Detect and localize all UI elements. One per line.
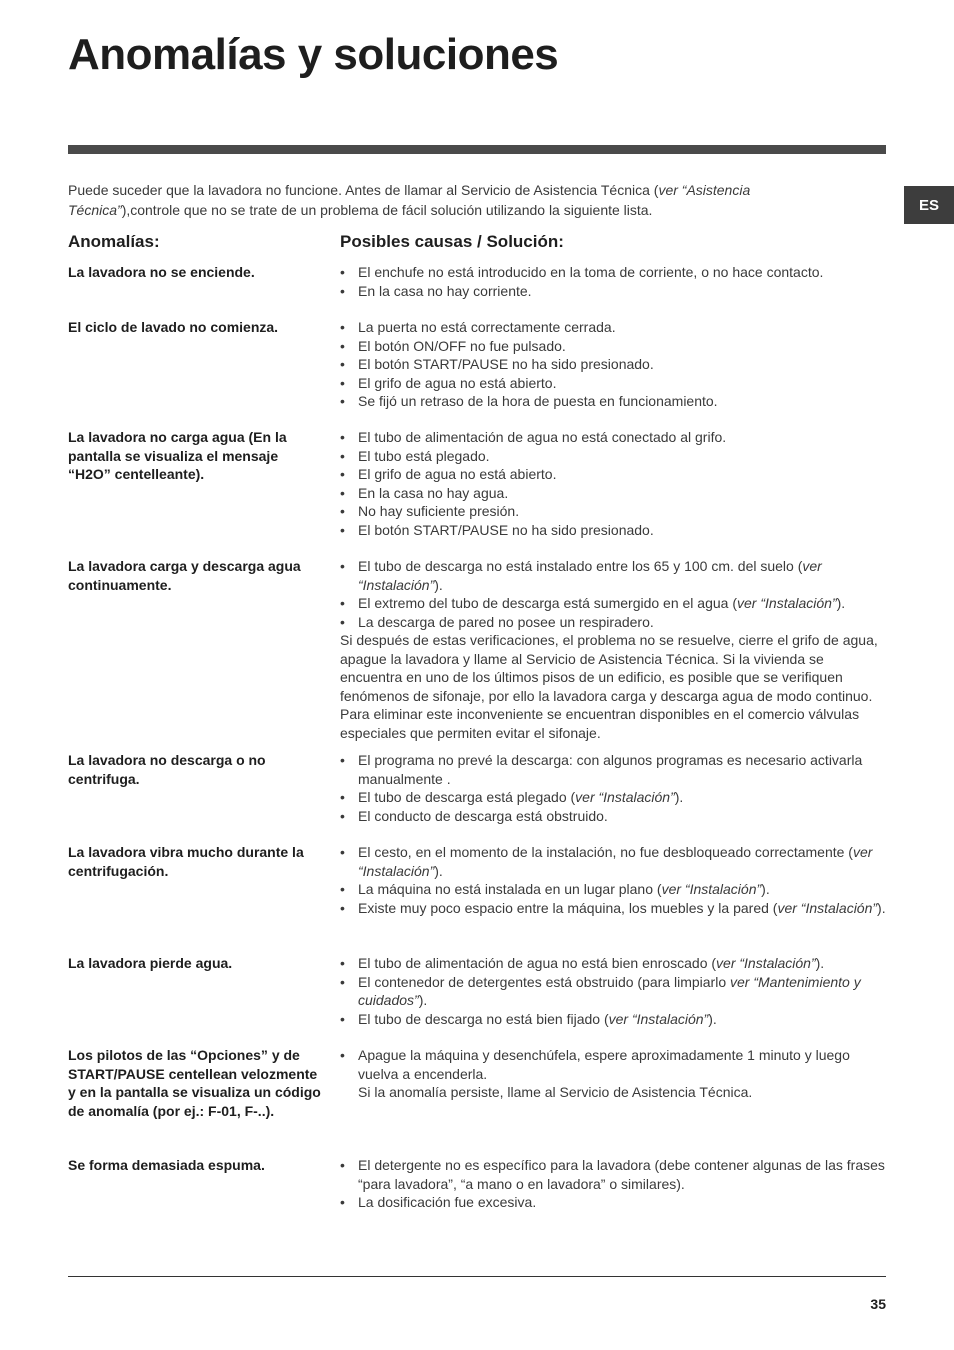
cause-item: • El conducto de descarga está obstruido.: [340, 807, 886, 826]
cause-item: • El tubo de descarga no está bien fijado (ver “Instalación”).: [340, 1010, 886, 1029]
bottom-divider: [68, 1276, 886, 1277]
problem-label: La lavadora no carga agua (En la pantalla se visualiza el mensaje “H2O” centelleante).: [68, 429, 287, 482]
cause-item: • La descarga de pared no posee un respiradero.: [340, 613, 886, 632]
cause-item: • La puerta no está correctamente cerrada.: [340, 318, 886, 337]
page-number: 35: [870, 1296, 886, 1312]
causes-list: [340, 1156, 886, 1212]
problem-label: El ciclo de lavado no comienza.: [68, 319, 279, 335]
problem-label: La lavadora pierde agua.: [68, 955, 233, 971]
intro-paragraph: [68, 180, 828, 220]
cause-item: • El enchufe no está introducido en la toma de corriente, o no hace contacto.: [340, 263, 886, 282]
problems-header: Anomalías:: [68, 232, 160, 251]
cause-item: • El programa no prevé la descarga: con algunos programas es necesario activarla manualmente .: [340, 751, 886, 788]
cause-item: • El botón START/PAUSE no ha sido presionado.: [340, 355, 886, 374]
problem-label: La lavadora carga y descarga agua continuamente.: [68, 558, 301, 593]
cause-item: • El tubo de alimentación de agua no está bien enroscado (ver “Instalación”).: [340, 954, 886, 973]
problem-label: La lavadora vibra mucho durante la centrifugación.: [68, 844, 304, 879]
cause-item: • No hay suficiente presión.: [340, 502, 886, 521]
cause-item: • En la casa no hay corriente.: [340, 282, 886, 301]
note-paragraph: Si la anomalía persiste, llame al Servicio de Asistencia Técnica.: [358, 1084, 753, 1100]
cause-item: • Existe muy poco espacio entre la máquina, los muebles y la pared (ver “Instalación”).: [340, 899, 886, 918]
cause-item: • El tubo de descarga está plegado (ver “Instalación”).: [340, 788, 886, 807]
intro-text-2: ),controle que no se trate de un problema de fácil solución utilizando la siguiente lista.: [121, 202, 653, 218]
cause-item: • En la casa no hay agua.: [340, 484, 886, 503]
top-divider: [68, 145, 886, 154]
language-tab: ES: [904, 186, 954, 224]
causes-list: [340, 318, 886, 411]
page-title: Anomalías y soluciones: [68, 30, 559, 79]
cause-item: • La dosificación fue excesiva.: [340, 1193, 886, 1212]
causes-list: [340, 1046, 886, 1083]
cause-item: • Se fijó un retraso de la hora de puesta en funcionamiento.: [340, 392, 886, 411]
problem-label: La lavadora no descarga o no centrifuga.: [68, 752, 266, 787]
cause-item: • La máquina no está instalada en un lugar plano (ver “Instalación”).: [340, 880, 886, 899]
causes-list: [340, 557, 886, 631]
causes-list: [340, 751, 886, 825]
causes-list: [340, 428, 886, 539]
causes-list: [340, 843, 886, 917]
cause-item: • El detergente no es específico para la lavadora (debe contener algunas de las frases “para lavadora”, “a mano o en lavadora” o similares).: [340, 1156, 886, 1193]
problem-label: La lavadora no se enciende.: [68, 264, 255, 280]
note-paragraph: Si después de estas verificaciones, el problema no se resuelve, cierre el grifo de agua, apague la lavadora y llame al Servicio de Asistencia Técnica. Si la vivienda se encuentra en uno de los últimos pisos de un edificio, es posible que se verifiquen fenómenos de sifonaje, por ello la lavadora carga y descarga agua de modo continuo. Para eliminar este inconveniente se encuentran disponibles en el comercio válvulas especiales que permiten evitar el sifonaje.: [340, 632, 878, 741]
cause-item: • El tubo está plegado.: [340, 447, 886, 466]
intro-text-1: Puede suceder que la lavadora no funcione. Antes de llamar al Servicio de Asistencia Técnica (: [68, 182, 659, 198]
causes-list: [340, 263, 886, 300]
problem-label: Se forma demasiada espuma.: [68, 1157, 265, 1173]
causes-list: [340, 954, 886, 1028]
cause-item: • El botón ON/OFF no fue pulsado.: [340, 337, 886, 356]
cause-item: • Apague la máquina y desenchúfela, espere aproximadamente 1 minuto y luego vuelva a encenderla.: [340, 1046, 886, 1083]
cause-item: • El botón START/PAUSE no ha sido presionado.: [340, 521, 886, 540]
cause-item: • El tubo de descarga no está instalado entre los 65 y 100 cm. del suelo (ver “Instalación”).: [340, 557, 886, 594]
intro-reference: ver “Asistencia Técnica”: [68, 182, 751, 218]
cause-item: • El extremo del tubo de descarga está sumergido en el agua (ver “Instalación”).: [340, 594, 886, 613]
cause-item: • El contenedor de detergentes está obstruido (para limpiarlo ver “Mantenimiento y cuidados”).: [340, 973, 886, 1010]
cause-item: • El tubo de alimentación de agua no está conectado al grifo.: [340, 428, 886, 447]
cause-item: • El cesto, en el momento de la instalación, no fue desbloqueado correctamente (ver “Instalación”).: [340, 843, 886, 880]
cause-item: • El grifo de agua no está abierto.: [340, 374, 886, 393]
causes-header: Posibles causas / Solución:: [340, 232, 564, 251]
problem-label: Los pilotos de las “Opciones” y de START/PAUSE centellean velozmente y en la pantalla se visualiza un código de anomalía (por ej.: F-01, F-..).: [68, 1047, 321, 1119]
cause-item: • El grifo de agua no está abierto.: [340, 465, 886, 484]
